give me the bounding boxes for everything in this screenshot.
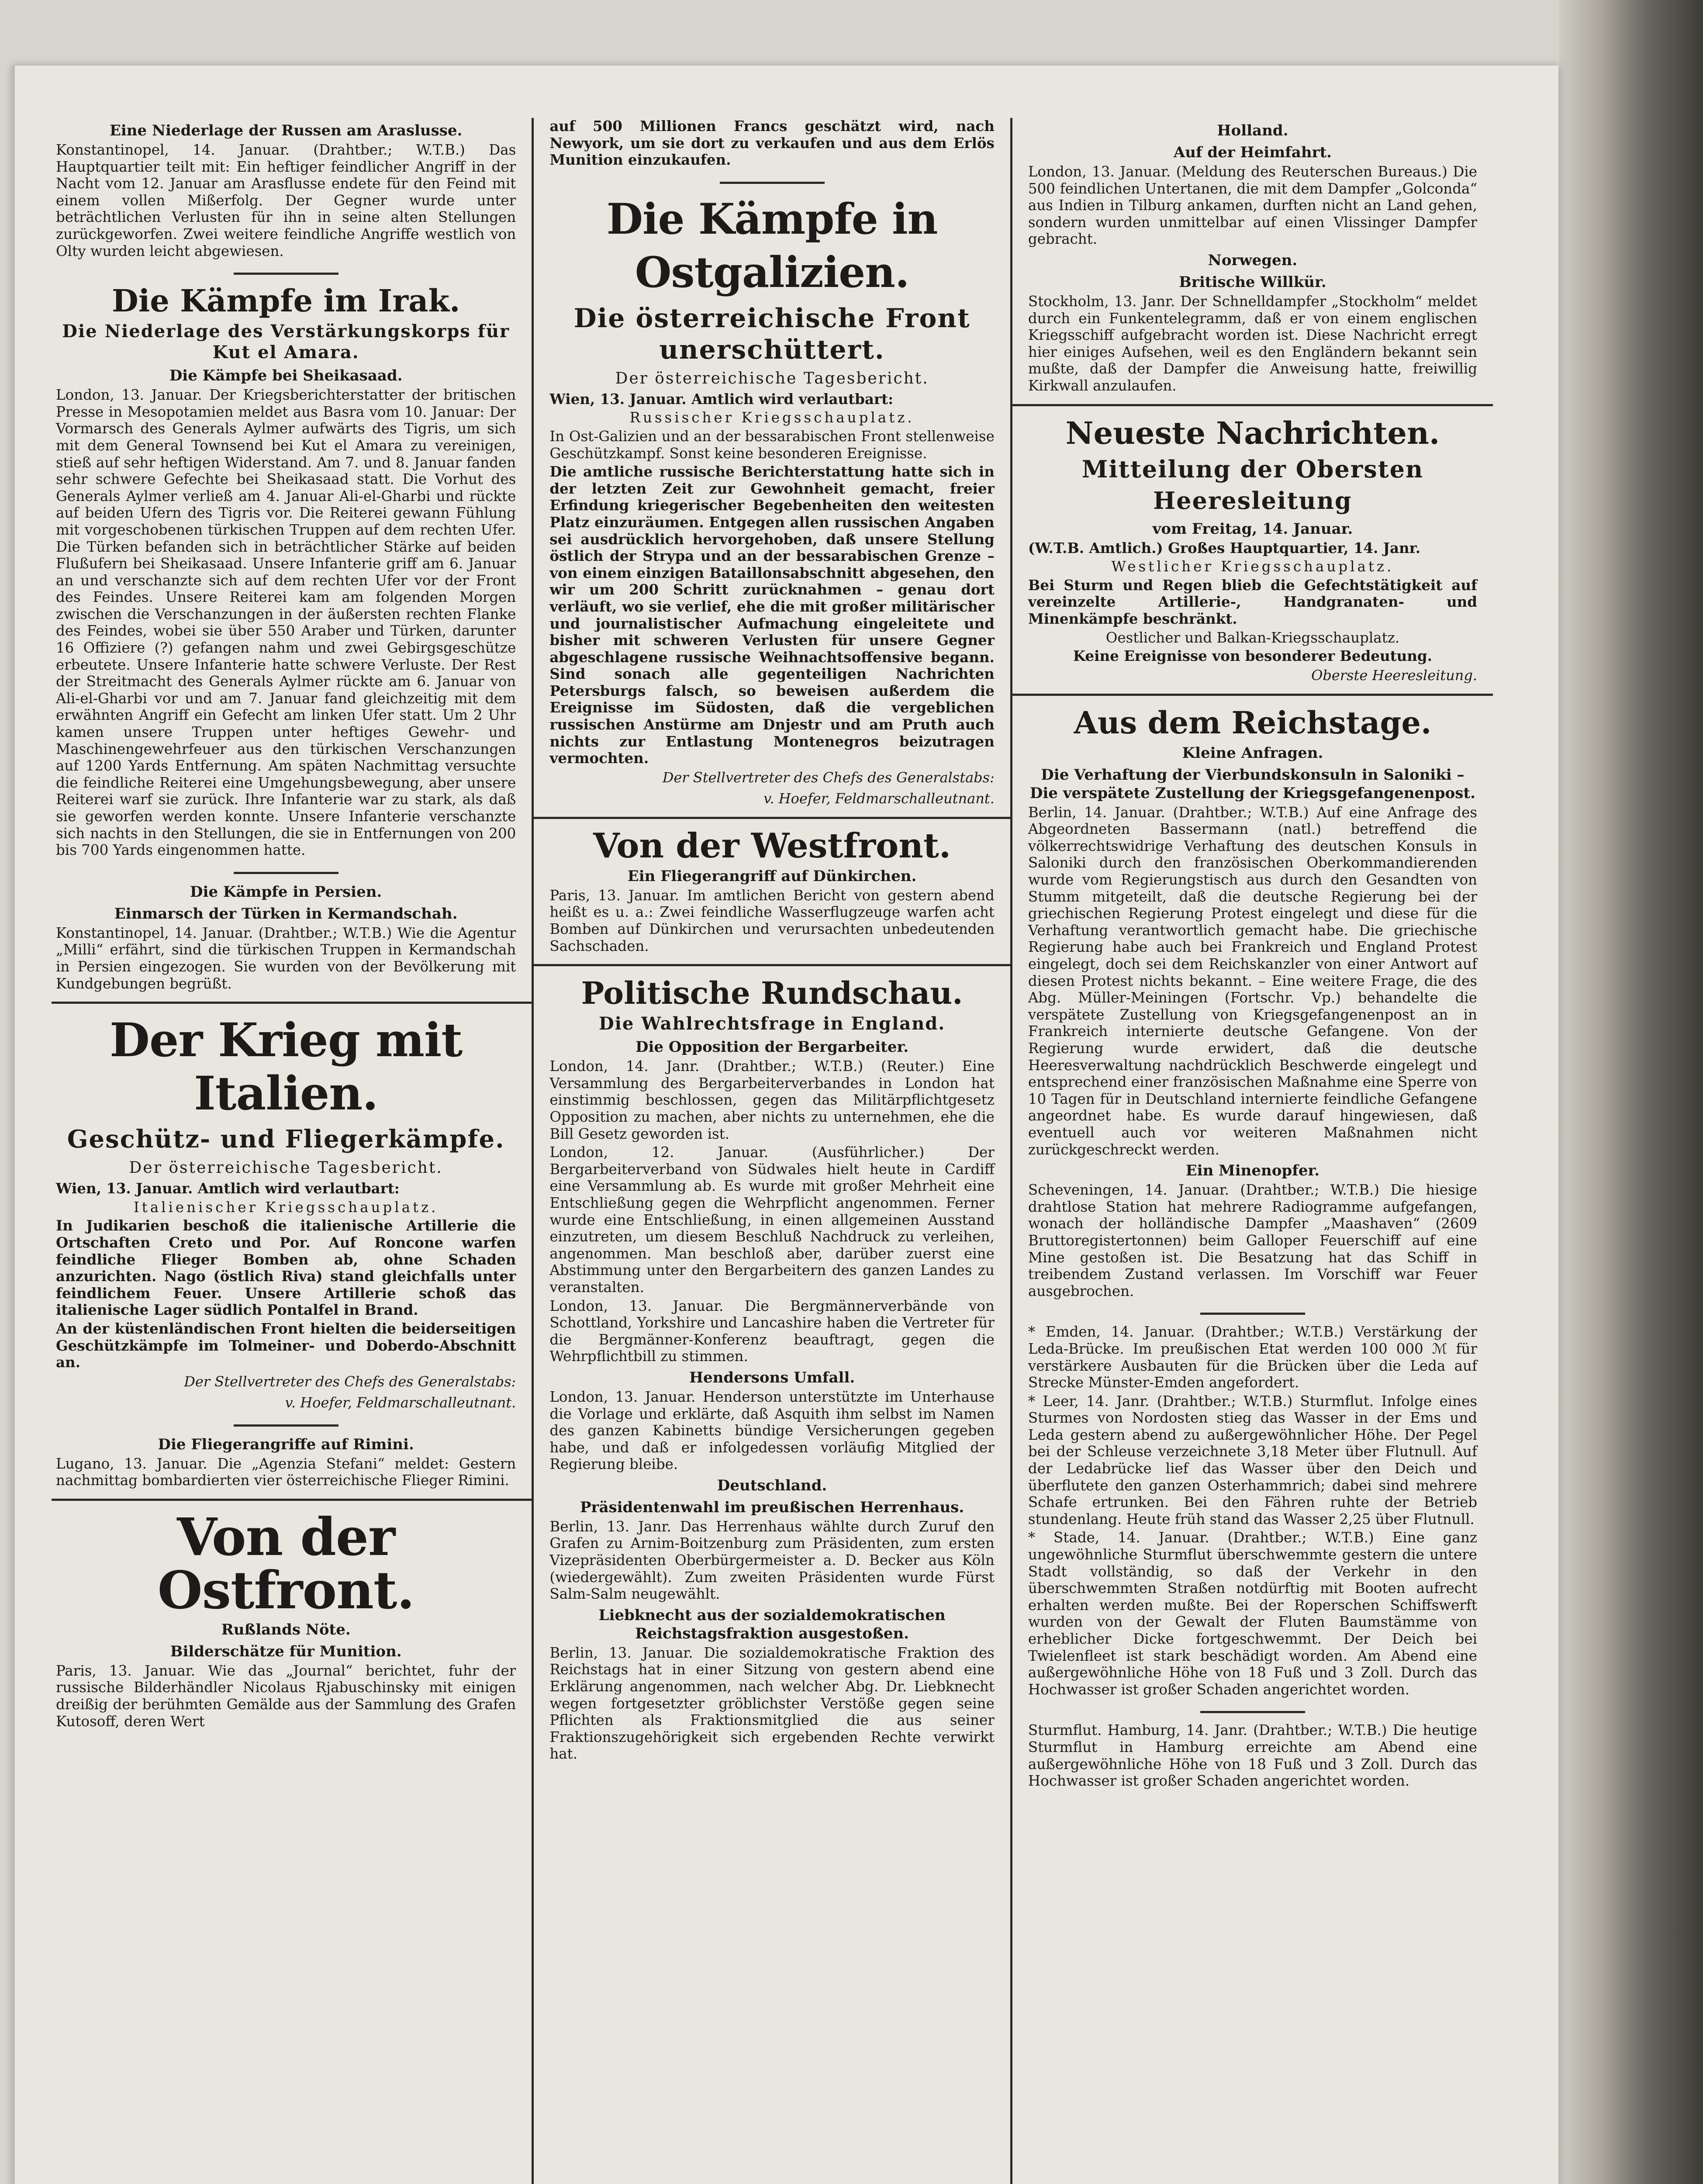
- text-rundschau-1: London, 14. Janr. (Drahtber.; W.T.B.) (Reuter.) Eine Versammlung des Bergarbeiterverbandes in London hat einstimmig beschlossen, gegen das Militärpflichtgesetz Opposition zu machen, aber nichts zu unternehmen, ehe die Bill Gesetz geworden ist.: [549, 1058, 995, 1142]
- signature-line-1: Der Stellvertreter des Chefs des Generalstabs:: [184, 1373, 516, 1390]
- subhead-opposition: Die Opposition der Bergarbeiter.: [636, 1038, 909, 1056]
- subhead-irak: Die Niederlage des Verstärkungskorps für Kut el Amara.: [62, 321, 510, 363]
- subhead-heimfahrt: Auf der Heimfahrt.: [1173, 144, 1332, 161]
- headline-rimini: Die Fliegerangriffe auf Rimini.: [158, 1435, 414, 1453]
- schauplatz-italien: Italienischer Kriegsschauplatz.: [133, 1199, 439, 1216]
- subhead-geschuetz: Geschütz- und Fliegerkämpfe.: [67, 1125, 505, 1154]
- headline-ostgalizien: Die Kämpfe in Ostgalizien.: [606, 194, 938, 297]
- section-divider: [52, 1499, 532, 1501]
- headline-rundschau: Politische Rundschau.: [581, 975, 963, 1012]
- subhead-sheikasaad: Die Kämpfe bei Sheikasaad.: [169, 367, 403, 385]
- text-rimini: Lugano, 13. Januar. Die „Agenzia Stefani“ meldet: Gestern nachmittag bombardierten vier österreichische Flieger Rimini.: [56, 1455, 516, 1489]
- subhead-willkuer: Britische Willkür.: [1179, 273, 1326, 291]
- section-divider: [534, 817, 1010, 819]
- subhead-freitag: vom Freitag, 14. Januar.: [1152, 520, 1353, 538]
- subhead-anfragen: Kleine Anfragen.: [1182, 744, 1323, 762]
- signature-line-4: v. Hoefer, Feldmarschalleutnant.: [763, 790, 995, 807]
- columns: [52, 118, 1493, 2184]
- schauplatz-ost: Oestlicher und Balkan-Kriegsschauplatz.: [1105, 629, 1400, 646]
- schauplatz-russland: Russischer Kriegsschauplatz.: [629, 409, 915, 426]
- subhead-tagesbericht-2: Der österreichische Tagesbericht.: [615, 369, 929, 387]
- subhead-bilderschaetze: Bilderschätze für Munition.: [170, 1642, 402, 1660]
- headline-italien: Der Krieg mit Italien.: [110, 1013, 463, 1121]
- headline-minenopfer: Ein Minenopfer.: [1185, 1162, 1320, 1180]
- subhead-russlands-noete: Rußlands Nöte.: [221, 1621, 351, 1638]
- text-persien: Konstantinopel, 14. Januar. (Drahtber.; W.T.B.) Wie die Agentur „Milli“ erfährt, sind die türkischen Truppen in Kermandschah in Persien eingezogen. Sie wurden von der Bevölkerung mit Kundgebungen begrüßt.: [56, 924, 516, 992]
- text-ostgalizien-2: Die amtliche russische Berichterstattung hatte sich in der letzten Zeit zur Gewohnheit gemacht, freier Erfindung kriegerischer Begebenheiten den weitesten Platz einzuräumen. Entgegen allen russischen Angaben sei ausdrücklich hervorgehoben, daß unsere Stellung östlich der Strypa und an der bessarabischen Grenze – von einem einzigen Bataillonsabschnitt abgesehen, den wir um 200 Schritt zurücknahmen – genau dort verläuft, wo sie verlief, ehe die mit großer militärischer und journalistischer Aufmachung eingeleitete und bisher mit schweren Verlusten für unsere Gegner abgeschlagene russische Weihnachtsoffensive begann. Sind sonach alle gegenteiligen Nachrichten Petersburgs falsch, so beweisen außerdem die Ereignisse im Südosten, daß die vergeblichen russischen Anstürme am Dnjestr und am Pruth auch nichts zur Entlastung Montenegros beizutragen vermochten.: [549, 463, 995, 767]
- section-divider: [534, 964, 1010, 966]
- text-araslusse: Konstantinopel, 14. Januar. (Drahtber.; W.T.B.) Das Hauptquartier teilt mit: Ein heftiger feindlicher Angriff in der Nacht vom 12. Januar am Arasflusse endete für den Feind mit einem vollen Mißerfolg. Der Gegner wurde unter beträchtlichen Verlusten für ihn in seine alten Stellungen zurückgeworfen. Zwei weitere feindliche Angriffe westlich von Olty wurden leicht abgewiesen.: [56, 142, 516, 259]
- text-irak: London, 13. Januar. Der Kriegsberichterstatter der britischen Presse in Mesopotamien meldet aus Basra vom 10. Januar: Der Vormarsch des Generals Aylmer aufwärts des Tigris, um sich mit dem General Townsend bei Kut el Amara zu vereinigen, stieß auf sehr heftigen Widerstand. Am 7. und 8. Januar fanden sehr schwere Gefechte bei Sheikasaad statt. Die Vorhut des Generals Aylmer verließ am 4. Januar Ali-el-Gharbi und rückte auf beiden Ufern des Tigris vor. Die Reiterei gewann Fühlung mit vorgeschobenen türkischen Truppen auf dem rechten Ufer. Die Türken befanden sich in beträchtlicher Stärke auf beiden Flußufern bei Sheikasaad. Unsere Infanterie griff am 6. Januar an und verschanzte sich auf dem rechten Ufer vor der Front des Feindes. Unsere Reiterei kam am folgenden Morgen zwischen die Verschanzungen in der äußersten rechten Flanke des Feindes, wobei sie über 550 Araber und Türken, darunter 16 Offiziere (?) gefangen nahm und zwei Gebirgsgeschütze erbeutete. Unsere Infanterie hatte schwere Verluste. Der Rest der Streitmacht des Generals Aylmer rückte am 6. Januar von Ali-el-Gharbi vor und am 7. Januar fand gleichzeitig mit dem erwähnten Angriff ein Gefecht am linken Ufer statt. Um 2 Uhr kamen unsere Truppen unter heftiges Gewehr- und Maschinengewehrfeuer aus den türkischen Verschanzungen auf 1200 Yards Entfernung. Am späten Nachmittag versuchte die feindliche Reiterei eine Umgehungsbewegung, aber unsere Reiterei warf sie zurück. Ihre Infanterie war zu stark, als daß sie geworfen werden konnte. Unsere Infanterie verschanzte sich nachts in den Stellungen, die sie in Entfernungen von 200 bis 700 Yards eingenommen hatte.: [56, 387, 516, 859]
- divider: [720, 182, 825, 184]
- subhead-konsuln: Die Verhaftung der Vierbundskonsuln in Saloniki – Die verspätete Zustellung der Kriegsgefangenenpost.: [1029, 766, 1475, 802]
- headline-persien: Die Kämpfe in Persien.: [190, 883, 382, 901]
- divider: [234, 273, 339, 275]
- subhead-tagesbericht: Der österreichische Tagesbericht.: [129, 1159, 443, 1177]
- text-west: Bei Sturm und Regen blieb die Gefechtstätigkeit auf vereinzelte Artillerie-, Handgranaten- und Minenkämpfe beschränkt.: [1028, 576, 1477, 627]
- text-emden: * Emden, 14. Januar. (Drahtber.; W.T.B.) Verstärkung der Leda-Brücke. Im preußischen Etat werden 100 000 ℳ für verstärkere Ausbauten für die Brücken über die Leda auf Strecke Münster-Emden angefordert.: [1028, 1324, 1477, 1391]
- divider: [234, 1424, 339, 1427]
- section-divider: [1012, 404, 1493, 406]
- text-rundschau-4: London, 13. Januar. Henderson unterstützte im Unterhause die Vorlage und erklärte, daß Asquith ihm selbst im Namen des ganzen Kabinetts bündige Versicherungen gegeben habe, und daß er infolgedessen vorläufig Mitglied der Regierung bleibe.: [549, 1388, 995, 1473]
- headline-araslusse: Eine Niederlage der Russen am Araslusse.: [109, 122, 463, 139]
- newspaper-page: [12, 66, 1558, 2184]
- dateline-wien-2: Wien, 13. Januar. Amtlich wird verlautbart:: [549, 390, 894, 408]
- divider: [1200, 1313, 1305, 1315]
- headline-norwegen: Norwegen.: [1208, 251, 1298, 269]
- text-minenopfer: Scheveningen, 14. Januar. (Drahtber.; W.T.B.) Die hiesige drahtlose Station hat mehrere Radiogramme aufgefangen, wonach der holländische Dampfer „Maashaven“ (2609 Bruttoregistertonnen) beim Galloper Feuerschiff auf eine Mine gestoßen ist. Die Besatzung hat das Schiff in treibendem Zustand verlassen. Im Vorschiff war Feuer ausgebrochen.: [1028, 1182, 1477, 1299]
- text-hamburg: Sturmflut. Hamburg, 14. Janr. (Drahtber.; W.T.B.) Die heutige Sturmflut in Hamburg erreichte am Abend eine außergewöhnliche Höhe von 18 Fuß und 3 Zoll. Durch das Hochwasser ist großer Schaden angerichtet worden.: [1028, 1722, 1477, 1790]
- book-binding: [1559, 0, 1703, 2184]
- headline-holland: Holland.: [1217, 122, 1288, 139]
- headline-ostfront: Von der Ostfront.: [157, 1506, 415, 1621]
- signature-line-2: v. Hoefer, Feldmarschalleutnant.: [285, 1394, 516, 1411]
- subhead-henderson: Hendersons Umfall.: [689, 1368, 855, 1386]
- column-2: [532, 118, 1012, 2184]
- headline-westfront: Von der Westfront.: [593, 826, 951, 866]
- text-westfront: Paris, 13. Januar. Im amtlichen Bericht von gestern abend heißt es u. a.: Zwei feindliche Wasserflugzeuge warfen acht Bomben auf Dünkirchen und verursachten unbedeutenden Sachschaden.: [549, 887, 995, 954]
- column-3: [1012, 118, 1493, 2184]
- text-reichstag: Berlin, 14. Januar. (Drahtber.; W.T.B.) Auf eine Anfrage des Abgeordneten Bassermann (natl.) betreffend die völkerrechtswidrige Verhaftung des deutschen Konsuls in Saloniki durch den französischen Oberkommandierenden wurde vom Regierungstisch aus durch den Gesandten von Stumm mitgeteilt, daß die deutsche Regierung bei der griechischen Regierung Protest eingelegt und diese für die Verhaftung verantwortlich gemacht habe. Die griechische Regierung habe auch bei Frankreich und England Protest eingelegt, doch sei dem Reichskanzler von einer Antwort auf diesen Protest nichts bekannt. – Eine weitere Frage, die des Abg. Müller-Meiningen (Fortschr. Vp.) behandelte die verspätete Zustellung von Kriegsgefangenenpost an in Frankreich internierte deutsche Gefangene. Von der Regierung wurde erwidert, daß die deutsche Heeresverwaltung nachdrücklich Beschwerde eingelegt und entsprechend einer französischen Maßnahme eine Sperre von 10 Tagen für in Deutschland internierte feindliche Gefangene angeordnet habe. Es wurde darauf hingewiesen, daß eventuell auch vor weiteren Maßnahmen nicht zurückgeschreckt werden.: [1028, 804, 1477, 1158]
- text-ost: Keine Ereignisse von besonderer Bedeutung.: [1073, 647, 1432, 665]
- subhead-wahlrecht: Die Wahlrechtsfrage in England.: [598, 1013, 946, 1034]
- text-continued: auf 500 Millionen Francs geschätzt wird, nach Newyork, um sie dort zu verkaufen und aus dem Erlös Munition einzukaufen.: [549, 118, 995, 169]
- text-deutschland-1: Berlin, 13. Janr. Das Herrenhaus wählte durch Zuruf den Grafen zu Arnim-Boitzenburg zum Präsidenten, zum ersten Vizepräsidenten Oberbürgermeister a. D. Becker aus Köln (wiedergewählt). Zum zweiten Präsidenten wurde Fürst Salm-Salm neugewählt.: [549, 1518, 995, 1603]
- text-ostgalizien-1: In Ost-Galizien und an der bessarabischen Front stellenweise Geschützkampf. Sonst keine besonderen Ereignisse.: [549, 428, 995, 462]
- text-norwegen: Stockholm, 13. Janr. Der Schnelldampfer „Stockholm“ meldet durch ein Funkentelegramm, daß er von einem englischen Kriegsschiff aufgebracht worden ist. Diese Nachricht erregt hier einiges Aufsehen, weil es den Engländern bekannt sein mußte, daß der Dampfer die Anweisung hatte, freiwillig Kirkwall anzulaufen.: [1028, 293, 1477, 394]
- subhead-kermandschah: Einmarsch der Türken in Kermandschah.: [114, 905, 458, 923]
- signature-line-3: Der Stellvertreter des Chefs des Generalstabs:: [662, 769, 995, 786]
- text-italien-1: In Judikarien beschoß die italienische Artillerie die Ortschaften Creto und Por. Auf Roncone warfen feindliche Flieger Bomben ab, ohne Schaden anzurichten. Nago (östlich Riva) stand gleichfalls unter feindlichem Feuer. Unsere Artillerie schoß das italienische Lager südlich Pontalfel in Brand.: [56, 1217, 516, 1319]
- subhead-liebknecht: Liebknecht aus der sozialdemokratischen Reichstagsfraktion ausgestoßen.: [598, 1606, 946, 1642]
- text-italien-2: An der küstenländischen Front hielten die beiderseitigen Geschützkämpfe im Tolmeiner- und Doberdo-Abschnitt an.: [56, 1320, 516, 1371]
- subhead-front: Die österreichische Front unerschüttert.: [573, 303, 971, 365]
- headline-deutschland: Deutschland.: [717, 1476, 827, 1494]
- text-bilderschaetze: Paris, 13. Januar. Wie das „Journal“ berichtet, fuhr der russische Bilderhändler Nicolaus Rjabuschinsky mit einigen dreißig der berühmten Gemälde aus der Sammlung des Grafen Kutosoff, deren Wert: [56, 1662, 516, 1730]
- headline-irak: Die Kämpfe im Irak.: [112, 283, 460, 319]
- signature-ohl: Oberste Heeresleitung.: [1311, 667, 1477, 684]
- column-1: [52, 118, 532, 2184]
- subhead-heeresleitung: Mitteilung der Obersten Heeresleitung: [1081, 455, 1424, 515]
- text-stade: * Stade, 14. Januar. (Drahtber.; W.T.B.) Eine ganz ungewöhnliche Sturmflut überschwemmte gestern die untere Stadt vollständig, so daß der Verkehr in den überschwemmten Straßen notdürftig mit Booten aufrecht erhalten werden mußte. Bei der Roperschen Schiffswerft wurden von der Gewalt der Fluten Baumstämme von erheblicher Dicke fortgeschwemmt. Der Deich bei Twielenfleet ist stark beschädigt worden. Am Abend eine außergewöhnliche Höhe von 18 Fuß und 3 Zoll. Durch das Hochwasser ist großer Schaden angerichtet worden.: [1028, 1529, 1477, 1698]
- text-rundschau-2: London, 12. Januar. (Ausführlicher.) Der Bergarbeiterverband von Südwales hielt heute in Cardiff eine Versammlung ab. Es wurde mit großer Mehrheit eine Entschließung gegen die Wehrpflicht angenommen. Ferner wurde eine Entschließung, in einen allgemeinen Ausstand einzutreten, um diesem Beschluß Nachdruck zu verleihen, angenommen. Man beschloß aber, darüber zuerst eine Abstimmung unter den Bergarbeitern des ganzen Landes zu veranstalten.: [549, 1144, 995, 1296]
- page-edge: [12, 66, 15, 2184]
- dateline-wien: Wien, 13. Januar. Amtlich wird verlautbart:: [56, 1180, 400, 1197]
- schauplatz-west: Westlicher Kriegsschauplatz.: [1111, 558, 1394, 575]
- section-divider: [1012, 694, 1493, 696]
- text-rundschau-3: London, 13. Januar. Die Bergmännerverbände von Schottland, Yorkshire und Lancashire haben die Vertreter für die Bergmänner-Konferenz beauftragt, gegen die Wehrpflichtbill zu stimmen.: [549, 1297, 995, 1365]
- section-divider: [52, 1002, 532, 1004]
- subhead-herrenhaus: Präsidentenwahl im preußischen Herrenhaus.: [580, 1498, 964, 1516]
- subhead-duenkirchen: Ein Fliegerangriff auf Dünkirchen.: [627, 867, 917, 885]
- text-deutschland-2: Berlin, 13. Januar. Die sozialdemokratische Fraktion des Reichstags hat in einer Sitzung von gestern abend eine Erklärung angenommen, nach welcher Abg. Dr. Liebknecht wegen fortgesetzter gröblichster Verstöße gegen seine Pflichten als Fraktionsmitglied die aus seiner Fraktionszugehörigkeit sich ergebenden Rechte verwirkt hat.: [549, 1644, 995, 1762]
- text-holland: London, 13. Januar. (Meldung des Reuterschen Bureaus.) Die 500 feindlichen Untertanen, die mit dem Dampfer „Golconda“ aus Indien in Tilburg ankamen, durften nicht an Land gehen, sondern wurden unmittelbar auf einen Vlissinger Dampfer gebracht.: [1028, 163, 1477, 248]
- headline-reichstag: Aus dem Reichstage.: [1074, 704, 1432, 741]
- headline-neueste: Neueste Nachrichten.: [1065, 415, 1440, 451]
- divider: [1200, 1711, 1305, 1713]
- divider: [234, 872, 339, 874]
- dateline-hauptquartier: (W.T.B. Amtlich.) Großes Hauptquartier, 14. Janr.: [1028, 539, 1421, 556]
- text-leer: * Leer, 14. Janr. (Drahtber.; W.T.B.) Sturmflut. Infolge eines Sturmes von Nordosten stieg das Wasser in der Ems und Leda gestern abend zu außergewöhnlicher Höhe. Der Pegel bei der Schleuse verzeichnete 3,18 Meter über Flutnull. Auf der Ledabrücke lief das Wasser über den Deich und überflutete den ganzen Osterhammrich; dabei sind mehrere Schafe ertrunken. Bei den Fähren ruhte der Betrieb stundenlang. Heute früh stand das Wasser 2,25 über Flutnull.: [1028, 1393, 1477, 1527]
